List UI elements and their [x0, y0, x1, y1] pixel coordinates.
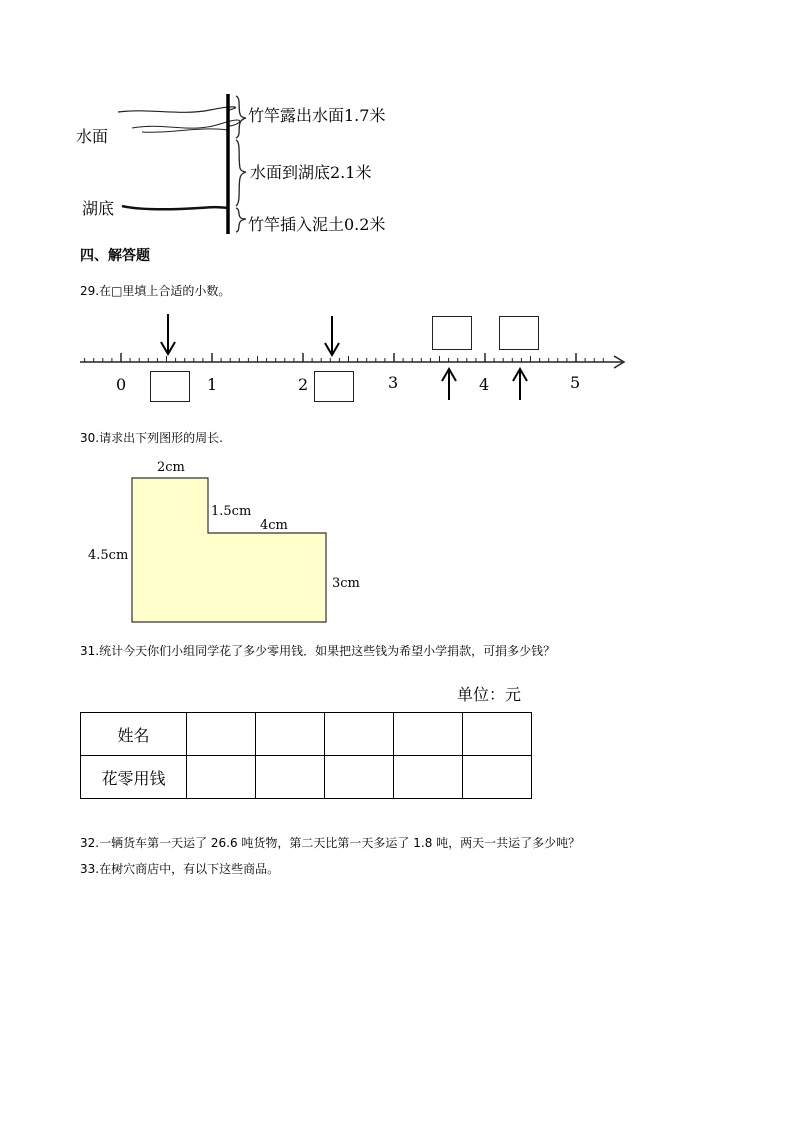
q33-text: 33.在树穴商店中，有以下这些商品。 [80, 862, 280, 876]
tick-label-5: 5 [570, 373, 581, 392]
l-shape-figure [130, 476, 330, 626]
spending-cell-5[interactable] [463, 756, 532, 799]
dim-left: 4.5cm [88, 548, 129, 563]
q31-text: 31.统计今天你们小组同学花了多少零用钱．如果把这些钱为希望小学捐款，可捐多少钱？ [80, 644, 556, 658]
water-depth-label: 水面到湖底2.1米 [250, 163, 372, 182]
name-cell-4[interactable] [394, 713, 463, 756]
name-cell-2[interactable] [256, 713, 325, 756]
name-cell-3[interactable] [325, 713, 394, 756]
tick-label-1: 1 [207, 375, 218, 394]
spending-cell-1[interactable] [187, 756, 256, 799]
spending-cell-2[interactable] [256, 756, 325, 799]
answer-box-1[interactable] [150, 371, 190, 402]
name-cell-5[interactable] [463, 713, 532, 756]
name-header: 姓名 [81, 713, 187, 756]
above-water-label: 竹竿露出水面1.7米 [248, 106, 386, 125]
lake-bottom-label: 湖底 [82, 199, 115, 218]
q32-text: 32.一辆货车第一天运了 26.6 吨货物，第二天比第一天多运了 1.8 吨，两天一共运了多少吨？ [80, 836, 581, 850]
answer-box-4[interactable] [499, 316, 539, 350]
q29-text: 29.在□里填上合适的小数。 [80, 284, 231, 298]
dim-inner-vertical: 1.5cm [211, 504, 252, 519]
section-title: 四、解答题 [80, 248, 150, 264]
tick-label-4: 4 [479, 375, 490, 394]
tick-label-0: 0 [116, 375, 127, 394]
unit-label: 单位：元 [457, 685, 522, 704]
in-mud-label: 竹竿插入泥土0.2米 [248, 215, 386, 234]
table-row [81, 713, 532, 756]
name-cell-1[interactable] [187, 713, 256, 756]
dim-top: 2cm [157, 460, 185, 475]
answer-box-3[interactable] [432, 316, 472, 350]
allowance-table [80, 712, 532, 799]
water-surface-label: 水面 [76, 127, 109, 146]
dim-right: 3cm [332, 576, 360, 591]
spending-header: 花零用钱 [81, 756, 187, 799]
number-line-ticks [85, 353, 604, 362]
spending-cell-3[interactable] [325, 756, 394, 799]
water-line-1 [118, 107, 235, 112]
brace-water-depth [236, 140, 246, 206]
brace-above-water [236, 96, 246, 138]
table-row [81, 756, 532, 799]
dim-inner-horizontal: 4cm [260, 518, 288, 533]
q30-text: 30.请求出下列图形的周长. [80, 431, 223, 445]
tick-label-2: 2 [298, 375, 309, 394]
answer-box-2[interactable] [314, 371, 354, 402]
brace-in-mud [236, 208, 246, 232]
lake-bottom-line [122, 206, 228, 209]
spending-cell-4[interactable] [394, 756, 463, 799]
l-shape-polygon [132, 478, 326, 622]
tick-label-3: 3 [388, 373, 399, 392]
